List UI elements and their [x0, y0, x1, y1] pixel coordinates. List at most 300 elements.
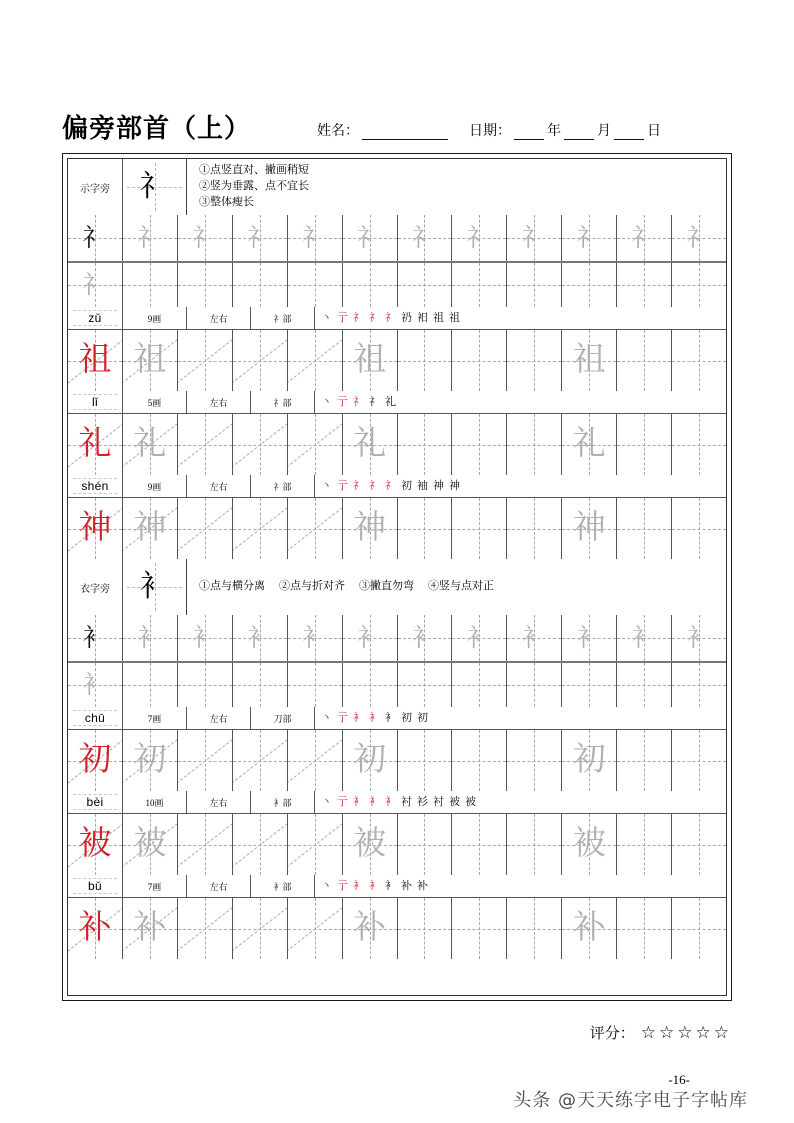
stroke-order-step: 衤 — [369, 711, 380, 724]
practice-cell[interactable] — [562, 263, 617, 307]
page-number: -16- — [668, 1072, 690, 1087]
practice-cell[interactable] — [398, 330, 453, 391]
tip-item: ④竖与点对正 — [428, 580, 494, 593]
guide-vertical — [424, 498, 425, 559]
radical-cell: 刀部 — [251, 707, 315, 729]
practice-cell[interactable] — [68, 663, 123, 707]
date-month-blank[interactable] — [564, 126, 594, 140]
worksheet-header — [62, 100, 734, 142]
practice-cell[interactable] — [178, 215, 233, 261]
practice-cell[interactable] — [288, 663, 343, 707]
character-practice-row — [68, 813, 726, 875]
stroke-order-step: 礻 — [353, 395, 364, 408]
practice-glyph: 衤 — [137, 624, 163, 652]
practice-cell[interactable] — [617, 215, 672, 261]
guide-vertical — [424, 414, 425, 475]
radical-glyph: 衤 — [139, 570, 170, 603]
guide-vertical — [699, 263, 700, 307]
practice-cell[interactable] — [178, 615, 233, 661]
practice-cell[interactable] — [507, 263, 562, 307]
practice-cell[interactable] — [398, 615, 453, 661]
practice-glyph: 礼 — [572, 426, 606, 462]
guide-vertical — [150, 663, 151, 707]
practice-cell[interactable] — [617, 663, 672, 707]
guide-vertical — [699, 898, 700, 959]
practice-cell[interactable] — [68, 498, 123, 559]
practice-glyph: 礻 — [686, 224, 712, 252]
practice-cell[interactable] — [123, 615, 178, 661]
practice-cell[interactable] — [68, 615, 123, 661]
radical-demo-cell — [123, 559, 187, 615]
practice-cell[interactable] — [672, 414, 726, 475]
stroke-order-step: 初 — [401, 711, 412, 724]
character-info-row — [68, 707, 726, 729]
practice-glyph: 祖 — [133, 342, 167, 378]
practice-cell[interactable] — [343, 615, 398, 661]
practice-glyph: 神 — [572, 510, 606, 546]
date-day-blank[interactable] — [614, 126, 644, 140]
practice-cell[interactable] — [288, 730, 343, 791]
stroke-order-step: 衤 — [385, 879, 396, 892]
practice-sheet-frame — [62, 153, 732, 1001]
stroke-count-cell: 7画 — [123, 707, 187, 729]
practice-cell[interactable] — [343, 263, 398, 307]
practice-glyph: 初 — [572, 742, 606, 778]
practice-glyph: 礻 — [192, 224, 218, 252]
practice-cell[interactable] — [233, 215, 288, 261]
practice-cell[interactable] — [288, 414, 343, 475]
practice-glyph: 祖 — [353, 342, 387, 378]
practice-cell[interactable] — [452, 615, 507, 661]
structure-cell: 左右 — [187, 707, 251, 729]
practice-cell[interactable] — [672, 730, 726, 791]
pinyin-cell — [68, 475, 123, 497]
practice-cell[interactable] — [68, 330, 123, 391]
practice-cell[interactable] — [562, 215, 617, 261]
pinyin-cell — [68, 307, 123, 329]
practice-cell[interactable] — [507, 330, 562, 391]
pinyin-text: shén — [81, 479, 109, 493]
practice-glyph: 礻 — [82, 271, 108, 299]
radical-intro-row — [68, 559, 726, 615]
practice-glyph: 衤 — [576, 624, 602, 652]
practice-cell[interactable] — [343, 898, 398, 959]
practice-cell[interactable] — [672, 663, 726, 707]
day-unit-label: 日 — [647, 124, 662, 139]
guide-vertical — [150, 263, 151, 307]
character-practice-row — [68, 329, 726, 391]
practice-cell[interactable] — [452, 898, 507, 959]
practice-cell[interactable] — [617, 498, 672, 559]
practice-cell[interactable] — [288, 898, 343, 959]
practice-cell[interactable] — [178, 730, 233, 791]
practice-cell[interactable] — [123, 414, 178, 475]
practice-cell[interactable] — [178, 330, 233, 391]
radical-cell: 礻部 — [251, 391, 315, 413]
name-label: 姓名： — [317, 124, 360, 139]
practice-cell[interactable] — [672, 814, 726, 875]
practice-cell[interactable] — [233, 814, 288, 875]
guide-vertical — [644, 414, 645, 475]
practice-glyph: 被 — [133, 826, 167, 862]
guide-vertical — [205, 263, 206, 307]
stroke-order-step: 丶 — [321, 479, 332, 492]
practice-glyph: 衤 — [357, 624, 383, 652]
practice-cell[interactable] — [178, 414, 233, 475]
practice-glyph: 衤 — [466, 624, 492, 652]
score-line — [0, 1022, 732, 1043]
stroke-order-step: 礻 — [369, 479, 380, 492]
name-input-blank[interactable] — [362, 126, 448, 140]
structure-cell: 左右 — [187, 791, 251, 813]
radical-practice-row — [68, 661, 726, 707]
practice-cell[interactable] — [233, 330, 288, 391]
guide-vertical — [699, 498, 700, 559]
character-info-row — [68, 391, 726, 413]
practice-cell[interactable] — [68, 730, 123, 791]
practice-cell[interactable] — [452, 730, 507, 791]
stroke-order-step: 袖 — [417, 479, 428, 492]
practice-cell[interactable] — [562, 898, 617, 959]
practice-cell[interactable] — [123, 898, 178, 959]
practice-cell[interactable] — [343, 330, 398, 391]
practice-cell[interactable] — [123, 215, 178, 261]
stroke-order-step: 丶 — [321, 795, 332, 808]
practice-cell[interactable] — [288, 215, 343, 261]
practice-glyph: 衤 — [302, 624, 328, 652]
stroke-count-cell: 9画 — [123, 475, 187, 497]
stroke-order-step: 被 — [465, 795, 476, 808]
stroke-order-step: 丶 — [321, 311, 332, 324]
practice-cell[interactable] — [178, 814, 233, 875]
date-year-blank[interactable] — [514, 126, 544, 140]
practice-glyph: 礼 — [133, 426, 167, 462]
guide-vertical — [644, 498, 645, 559]
practice-cell[interactable] — [343, 414, 398, 475]
year-unit-label: 年 — [547, 124, 562, 139]
practice-glyph: 祖 — [572, 342, 606, 378]
practice-cell[interactable] — [123, 730, 178, 791]
guide-vertical — [479, 898, 480, 959]
practice-glyph: 被 — [353, 826, 387, 862]
practice-cell[interactable] — [452, 330, 507, 391]
practice-cell[interactable] — [617, 730, 672, 791]
radical-glyph: 礻 — [139, 170, 170, 203]
practice-cell[interactable] — [233, 663, 288, 707]
practice-glyph: 衤 — [411, 624, 437, 652]
practice-glyph: 礻 — [357, 224, 383, 252]
guide-vertical — [260, 263, 261, 307]
practice-glyph: 初 — [353, 742, 387, 778]
practice-cell[interactable] — [398, 663, 453, 707]
practice-cell[interactable] — [617, 414, 672, 475]
stroke-order-step: 亍 — [337, 795, 348, 808]
stroke-order-step: 衵 — [417, 311, 428, 324]
stroke-order-step: 亍 — [337, 479, 348, 492]
guide-vertical — [479, 663, 480, 707]
practice-cell[interactable] — [562, 414, 617, 475]
practice-cell[interactable] — [452, 498, 507, 559]
stroke-order-step: 亍 — [337, 711, 348, 724]
practice-glyph: 礻 — [247, 224, 273, 252]
practice-cell[interactable] — [617, 263, 672, 307]
guide-vertical — [534, 414, 535, 475]
practice-cell[interactable] — [398, 898, 453, 959]
practice-glyph: 衤 — [192, 624, 218, 652]
guide-vertical — [479, 414, 480, 475]
structure-cell: 左右 — [187, 875, 251, 897]
guide-vertical — [424, 898, 425, 959]
practice-cell[interactable] — [507, 898, 562, 959]
stroke-order-step: 亍 — [337, 395, 348, 408]
pinyin-text: bèi — [86, 795, 104, 809]
practice-cell[interactable] — [343, 730, 398, 791]
guide-vertical — [424, 730, 425, 791]
practice-glyph: 神 — [133, 510, 167, 546]
practice-cell[interactable] — [288, 498, 343, 559]
practice-cell[interactable] — [233, 414, 288, 475]
practice-cell[interactable] — [672, 898, 726, 959]
practice-cell[interactable] — [452, 663, 507, 707]
practice-sheet-body — [67, 158, 727, 996]
pinyin-text: chū — [84, 711, 106, 725]
practice-glyph: 神 — [353, 510, 387, 546]
practice-cell[interactable] — [68, 414, 123, 475]
practice-glyph: 被 — [78, 826, 112, 862]
guide-vertical — [644, 263, 645, 307]
practice-cell[interactable] — [233, 615, 288, 661]
stroke-order-step: 衫 — [417, 795, 428, 808]
practice-cell[interactable] — [672, 263, 726, 307]
stroke-order-step: 礽 — [401, 311, 412, 324]
guide-vertical — [424, 330, 425, 391]
practice-glyph: 初 — [78, 742, 112, 778]
guide-vertical — [644, 663, 645, 707]
practice-cell[interactable] — [343, 215, 398, 261]
practice-cell[interactable] — [398, 263, 453, 307]
guide-vertical — [699, 414, 700, 475]
practice-cell[interactable] — [123, 498, 178, 559]
stroke-order-step: 丶 — [321, 395, 332, 408]
pinyin-cell — [68, 707, 123, 729]
practice-cell[interactable] — [507, 814, 562, 875]
radical-practice-row — [68, 261, 726, 307]
practice-cell[interactable] — [123, 330, 178, 391]
pinyin-cell — [68, 875, 123, 897]
practice-cell[interactable] — [507, 215, 562, 261]
practice-cell[interactable] — [672, 215, 726, 261]
practice-glyph: 衤 — [82, 671, 108, 699]
character-practice-row — [68, 497, 726, 559]
character-info-row — [68, 475, 726, 497]
stroke-order-step: 礻 — [353, 311, 364, 324]
practice-cell[interactable] — [617, 330, 672, 391]
radical-cell: 衤部 — [251, 791, 315, 813]
pinyin-cell — [68, 391, 123, 413]
practice-cell[interactable] — [562, 498, 617, 559]
practice-cell[interactable] — [233, 498, 288, 559]
stroke-order-step: 衬 — [401, 795, 412, 808]
practice-cell[interactable] — [343, 663, 398, 707]
practice-cell[interactable] — [123, 263, 178, 307]
character-practice-row — [68, 729, 726, 791]
tip-item: ②点与折对齐 — [279, 580, 345, 593]
pinyin-text: bǔ — [88, 879, 102, 893]
practice-glyph: 礻 — [302, 224, 328, 252]
score-label: 评分： — [589, 1026, 635, 1042]
radical-cell: 礻部 — [251, 475, 315, 497]
guide-vertical — [699, 730, 700, 791]
stroke-order-step: 礼 — [385, 395, 396, 408]
practice-glyph: 衤 — [247, 624, 273, 652]
stroke-order-step: 礻 — [369, 395, 380, 408]
practice-cell[interactable] — [672, 615, 726, 661]
practice-glyph: 补 — [353, 910, 387, 946]
guide-vertical — [315, 663, 316, 707]
practice-cell[interactable] — [562, 663, 617, 707]
stroke-order-step: 礻 — [369, 311, 380, 324]
guide-vertical — [589, 263, 590, 307]
practice-cell[interactable] — [233, 263, 288, 307]
practice-glyph: 补 — [133, 910, 167, 946]
practice-cell[interactable] — [288, 615, 343, 661]
structure-cell: 左右 — [187, 307, 251, 329]
practice-cell[interactable] — [233, 898, 288, 959]
practice-cell[interactable] — [672, 498, 726, 559]
practice-cell[interactable] — [123, 814, 178, 875]
practice-cell[interactable] — [343, 498, 398, 559]
guide-vertical — [260, 663, 261, 707]
page-title: 偏旁部首（上） — [62, 114, 252, 143]
practice-cell[interactable] — [507, 730, 562, 791]
character-info-row — [68, 875, 726, 897]
character-info-row — [68, 307, 726, 329]
tip-item: ③整体瘦长 — [199, 195, 254, 208]
practice-cell[interactable] — [672, 330, 726, 391]
guide-vertical — [534, 898, 535, 959]
structure-cell: 左右 — [187, 475, 251, 497]
practice-cell[interactable] — [398, 414, 453, 475]
stroke-order-step: 礻 — [353, 479, 364, 492]
radical-tips — [187, 559, 726, 615]
tip-line — [199, 579, 726, 595]
practice-cell[interactable] — [288, 814, 343, 875]
guide-vertical — [534, 498, 535, 559]
practice-cell[interactable] — [178, 898, 233, 959]
practice-glyph: 神 — [78, 510, 112, 546]
practice-cell[interactable] — [507, 615, 562, 661]
tip-item: ③撇直勿弯 — [359, 580, 414, 593]
practice-cell[interactable] — [452, 215, 507, 261]
guide-vertical — [479, 730, 480, 791]
practice-cell[interactable] — [452, 814, 507, 875]
stroke-order-step: 礻 — [385, 479, 396, 492]
header-fields — [317, 120, 661, 142]
guide-vertical — [424, 814, 425, 875]
practice-cell[interactable] — [288, 330, 343, 391]
practice-cell[interactable] — [507, 663, 562, 707]
practice-glyph: 衤 — [521, 624, 547, 652]
practice-cell[interactable] — [233, 730, 288, 791]
stroke-order-cell — [315, 307, 726, 329]
guide-vertical — [534, 814, 535, 875]
stroke-order-cell — [315, 391, 726, 413]
practice-cell[interactable] — [178, 263, 233, 307]
radical-name: 示字旁 — [68, 159, 123, 215]
stroke-order-step: 补 — [417, 879, 428, 892]
practice-cell[interactable] — [68, 215, 123, 261]
practice-cell[interactable] — [68, 814, 123, 875]
guide-vertical — [315, 263, 316, 307]
practice-cell[interactable] — [178, 498, 233, 559]
practice-cell[interactable] — [123, 663, 178, 707]
stroke-order-step: 神 — [449, 479, 460, 492]
stroke-order-step: 补 — [401, 879, 412, 892]
radical-practice-row — [68, 615, 726, 661]
practice-cell[interactable] — [452, 263, 507, 307]
practice-cell[interactable] — [68, 898, 123, 959]
practice-cell[interactable] — [562, 814, 617, 875]
guide-vertical — [534, 330, 535, 391]
practice-cell[interactable] — [562, 615, 617, 661]
practice-cell[interactable] — [507, 414, 562, 475]
radical-cell: 衤部 — [251, 875, 315, 897]
guide-vertical — [370, 663, 371, 707]
practice-cell[interactable] — [617, 814, 672, 875]
pinyin-text: lǐ — [92, 395, 98, 409]
practice-cell[interactable] — [288, 263, 343, 307]
tip-item: ①点与横分离 — [199, 580, 265, 593]
practice-cell[interactable] — [562, 730, 617, 791]
guide-vertical — [479, 330, 480, 391]
practice-glyph: 礻 — [631, 224, 657, 252]
practice-cell[interactable] — [617, 615, 672, 661]
stroke-order-step: 祖 — [449, 311, 460, 324]
practice-cell[interactable] — [398, 215, 453, 261]
practice-glyph: 衤 — [686, 624, 712, 652]
radical-demo-cell — [123, 159, 187, 215]
guide-vertical — [479, 814, 480, 875]
practice-cell[interactable] — [507, 498, 562, 559]
stroke-order-step: 亍 — [337, 311, 348, 324]
character-info-row — [68, 791, 726, 813]
stroke-order-step: 初 — [401, 479, 412, 492]
practice-cell[interactable] — [343, 814, 398, 875]
practice-cell[interactable] — [68, 263, 123, 307]
practice-cell[interactable] — [617, 898, 672, 959]
practice-cell[interactable] — [178, 663, 233, 707]
stroke-order-step: 祖 — [433, 311, 444, 324]
practice-glyph: 衤 — [631, 624, 657, 652]
practice-cell[interactable] — [452, 414, 507, 475]
stroke-order-step: 礻 — [385, 311, 396, 324]
radical-tips — [187, 159, 726, 215]
stroke-order-step: 被 — [449, 795, 460, 808]
score-stars[interactable]: ☆☆☆☆☆ — [640, 1023, 732, 1042]
stroke-count-cell: 10画 — [123, 791, 187, 813]
stroke-order-step: 丶 — [321, 879, 332, 892]
practice-cell[interactable] — [398, 498, 453, 559]
practice-cell[interactable] — [398, 730, 453, 791]
radical-intro-row — [68, 159, 726, 215]
practice-cell[interactable] — [562, 330, 617, 391]
radical-cell: 礻部 — [251, 307, 315, 329]
stroke-count-cell: 9画 — [123, 307, 187, 329]
stroke-order-step: 衤 — [385, 711, 396, 724]
character-practice-row — [68, 897, 726, 959]
guide-vertical — [589, 663, 590, 707]
practice-cell[interactable] — [398, 814, 453, 875]
